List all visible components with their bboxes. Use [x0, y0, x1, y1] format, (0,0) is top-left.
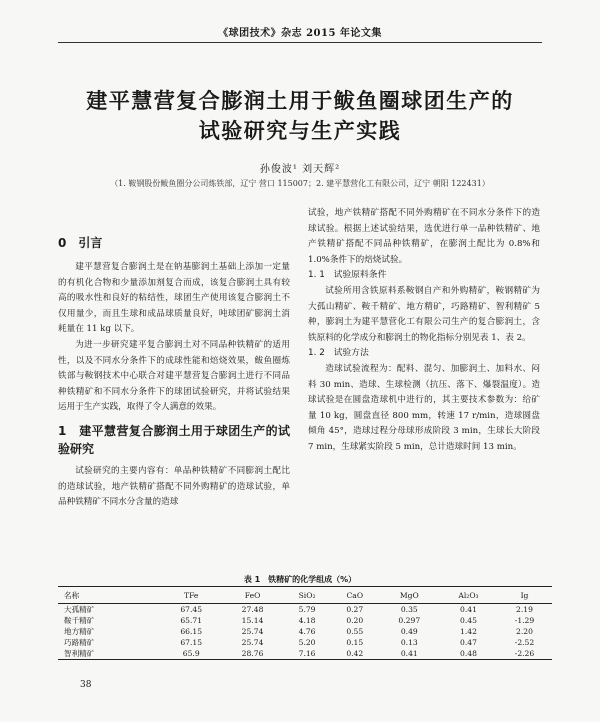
table-row [58, 637, 552, 648]
table-cell: 65.9 [161, 648, 222, 660]
table-cell: 巧路精矿 [64, 638, 95, 647]
table-cell: 0.55 [346, 627, 364, 636]
table-1-caption: 表 1 铁精矿的化学组成（%） [243, 575, 357, 584]
table-cell: 5.20 [298, 638, 316, 647]
table-cell: 5.79 [298, 605, 316, 614]
table-cell: 28.76 [222, 648, 283, 660]
table-cell: 67.15 [180, 638, 203, 647]
section-0-paragraph-2: 为进一步研究建平复合膨润土对不同品种铁精矿的适用性，以及不同水分条件下的成球性能和焙烧效果，鲅鱼圈炼铁部与鞍钢技术中心联合对建平慧营复合膨润土进行不同品种铁精矿和不同水分条件下的球团试验研究，并将试验结果运用于生产实践，取得了令人满意的效果。 [58, 339, 290, 413]
section-1-paragraph-cont: 试验，地产铁精矿搭配不同外购精矿在不同水分条件下的造球试验。根据上述试验结果，选优进行单一品种铁精矿、地产铁精矿搭配不同品种铁精矿，在膨润土配比为 0.8%和 1.0%条件下的焙烧试验。 [308, 208, 540, 265]
table-cell: -2.26 [497, 648, 552, 660]
table-cell: 25.74 [241, 627, 264, 636]
affiliation-line: （1. 鞍钢股份鲅鱼圈分公司炼铁部，辽宁 营口 115007；2. 建平慧营化工有限公司，辽宁 朝阳 122431） [110, 179, 490, 188]
table-cell: 1.42 [460, 627, 477, 636]
right-column [308, 206, 540, 456]
col-header: MgO [379, 587, 440, 604]
section-1-1-paragraph: 试验所用含铁原料系鞍钢自产和外购精矿，鞍钢精矿为大孤山精矿、鞍千精矿、地方精矿，巧路精矿、智利精矿 5 种，膨润土为建平慧营化工有限公司生产的复合膨润土，含铁原料的化学成分和膨润土的物化指标分别见表 1、表 2。 [308, 285, 540, 343]
table-cell: -2.52 [514, 638, 535, 647]
table-cell: 0.49 [400, 627, 418, 636]
section-1-heading: 1 建平慧营复合膨润土用于球团生产的试验研究 [58, 423, 290, 456]
author-line: 孙俊波¹ 刘天辉² [259, 164, 341, 175]
table-cell: 7.16 [283, 648, 331, 660]
table-cell: 0.48 [440, 648, 497, 660]
table-row [58, 648, 552, 660]
section-1-2-paragraph: 造球试验流程为：配料、混匀、加膨润土、加料水、闷料 30 min、造球、生球检测（抗压、落下、爆裂温度）。造球试验是在圆盘造球机中进行的，其主要技术参数为：给矿量 10 kg，圆盘直径 800 mm，转速 17 r/min，造球圆盘倾角 45°，造球过程分母球形成阶段 3 min，生球长大阶段 7 min，生球紧实阶段 5 min，总计造球时间 13 min。 [308, 363, 540, 452]
table-cell: 0.42 [331, 648, 379, 660]
table-cell: -1.29 [514, 616, 535, 625]
header-rule [58, 42, 542, 43]
table-cell: 0.41 [379, 648, 440, 660]
section-0-heading: 0 引言 [58, 236, 103, 250]
col-header: FeO [222, 587, 283, 604]
table-cell: 25.74 [241, 638, 264, 647]
left-column [58, 206, 290, 511]
table-cell: 地方精矿 [64, 627, 95, 636]
col-header: SiO₂ [283, 587, 331, 604]
title-line-1: 建平慧营复合膨润土用于鲅鱼圈球团生产的 [86, 89, 514, 113]
table-cell: 67.45 [180, 605, 203, 614]
table-cell: 2.19 [516, 605, 533, 614]
table-row [58, 604, 552, 616]
table-cell: 鞍千精矿 [64, 616, 95, 625]
table-row [58, 626, 552, 637]
table-cell: 0.15 [346, 638, 364, 647]
article-title [40, 86, 560, 146]
section-1-paragraph-1: 试验研究的主要内容有：单品种铁精矿不同膨润土配比的造球试验，地产铁精矿搭配不同外购精矿的造球试验，单品种铁精矿不同水分含量的造球 [58, 465, 290, 508]
page-number: 38 [80, 680, 92, 690]
table-cell: 66.15 [180, 627, 203, 636]
table-header-row [58, 587, 552, 604]
table-cell: 27.48 [241, 605, 264, 614]
col-header: CaO [331, 587, 379, 604]
section-0-paragraph-1: 建平慧营复合膨润土是在钠基膨润土基础上添加一定量的有机化合物和少量添加剂复合而成，该复合膨润土具有较高的吸水性和良好的粘结性，球团生产使用该复合膨润土不仅用量少，而且生球和成品球质量良好，吨球团矿膨润土消耗量在 11 kg 以下。 [58, 262, 290, 335]
col-header: Ig [497, 587, 552, 604]
col-header: 名称 [58, 587, 161, 604]
table-cell: 65.71 [180, 616, 203, 625]
table-cell: 0.45 [460, 616, 477, 625]
table-cell: 0.47 [460, 638, 477, 647]
table-cell: 15.14 [241, 616, 264, 625]
table-cell: 2.20 [516, 627, 533, 636]
table-cell: 0.13 [400, 638, 418, 647]
table-cell: 4.76 [298, 627, 316, 636]
table-cell: 0.41 [460, 605, 477, 614]
section-1-1-heading: 1. 1 试验原料条件 [308, 270, 387, 281]
table-cell: 0.35 [400, 605, 418, 614]
table-1 [58, 586, 552, 660]
table-cell: 大孤精矿 [64, 605, 95, 614]
table-row [58, 615, 552, 626]
table-cell: 4.18 [298, 616, 316, 625]
table-cell: 0.27 [346, 605, 364, 614]
table-cell: 0.297 [398, 616, 421, 625]
title-line-2: 试验研究与生产实践 [198, 119, 402, 143]
section-1-2-heading: 1. 2 试验方法 [308, 348, 369, 359]
col-header: Al₂O₃ [440, 587, 497, 604]
col-header: TFe [161, 587, 222, 604]
table-cell: 0.20 [346, 616, 364, 625]
running-header: 《球团技术》杂志 2015 年论文集 [218, 28, 382, 39]
table-cell: 智利精矿 [58, 648, 161, 660]
